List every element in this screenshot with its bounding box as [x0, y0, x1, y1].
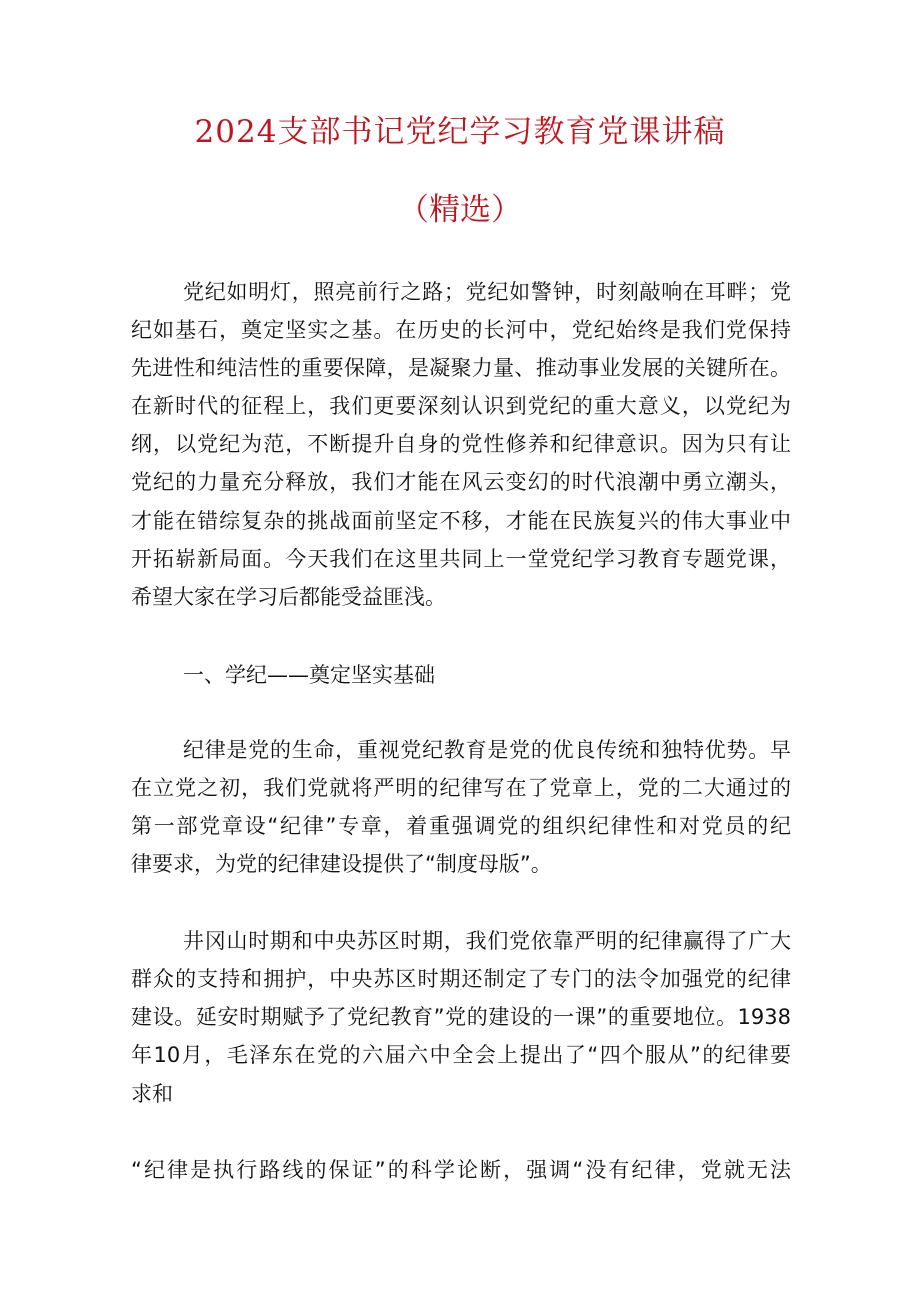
- paragraph-line: 群众的支持和拥护，中央苏区时期还制定了专门的法令加强党的纪律: [131, 967, 791, 991]
- paragraph-line: 律要求，为党的纪律建设提供了“制度母版”。: [131, 852, 552, 876]
- paragraph-line: 先进性和纯洁性的重要保障，是凝聚力量、推动事业发展的关键所在。: [131, 356, 791, 380]
- document-title: 2024支部书记党纪学习教育党课讲稿: [194, 114, 726, 150]
- paragraph-line: 年10月，毛泽东在党的六届六中全会上提出了“四个服从”的纪律要: [131, 1043, 791, 1067]
- paragraph-line: 党纪的力量充分释放，我们才能在风云变幻的时代浪潮中勇立潮头，: [131, 470, 791, 494]
- paragraph-line: “纪律是执行路线的保证”的科学论断，强调“没有纪律，党就无法: [131, 1158, 791, 1182]
- paragraph-line: 井冈山时期和中央苏区时期，我们党依靠严明的纪律赢得了广大: [183, 929, 791, 953]
- paragraph-line: 建设。延安时期赋予了党纪教育”党的建设的一课”的重要地位。1938: [131, 1005, 791, 1029]
- section-heading: 一、学纪——奠定坚实基础: [183, 663, 435, 687]
- document-subtitle: （精选）: [398, 192, 522, 228]
- paragraph-line: 求和: [131, 1082, 173, 1106]
- paragraph-line: 希望大家在学习后都能受益匪浅。: [131, 585, 446, 609]
- paragraph-line: 第一部党章设“纪律”专章，着重强调党的组织纪律性和对党员的纪: [131, 814, 791, 838]
- paragraph-line: 在新时代的征程上，我们更要深刻认识到党纪的重大意义，以党纪为: [131, 394, 791, 418]
- paragraph-line: 纲，以党纪为范，不断提升自身的党性修养和纪律意识。因为只有让: [131, 432, 791, 456]
- paragraph-line: 纪律是党的生命，重视党纪教育是党的优良传统和独特优势。早: [183, 738, 791, 762]
- paragraph-line: 在立党之初，我们党就将严明的纪律写在了党章上，党的二大通过的: [131, 776, 791, 800]
- paragraph-line: 开拓崭新局面。今天我们在这里共同上一堂党纪学习教育专题党课，: [131, 547, 791, 571]
- paragraph-line: 才能在错综复杂的挑战面前坚定不移，才能在民族复兴的伟大事业中: [131, 509, 791, 533]
- paragraph-line: 党纪如明灯，照亮前行之路；党纪如警钟，时刻敲响在耳畔；党: [183, 280, 791, 304]
- paragraph-line: 纪如基石，奠定坚实之基。在历史的长河中，党纪始终是我们党保持: [131, 318, 791, 342]
